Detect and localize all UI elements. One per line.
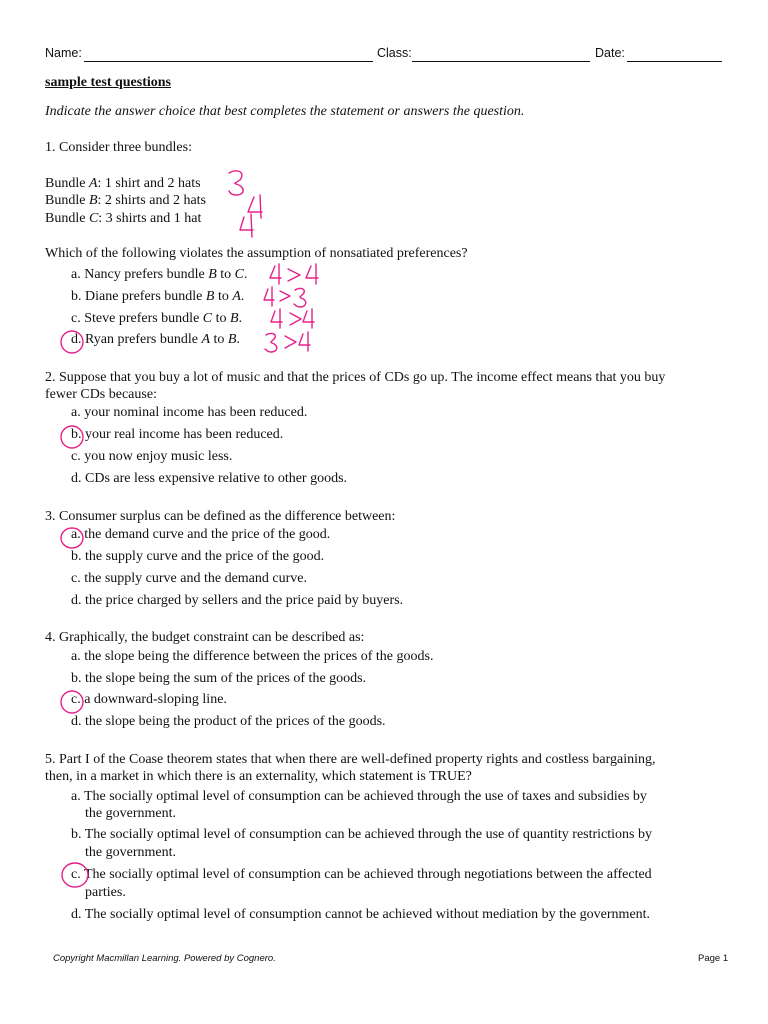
q2-option-b[interactable]: b. your real income has been reduced. — [71, 427, 284, 442]
q2-stem-line1: 2. Suppose that you buy a lot of music and that the prices of CDs go up. The income effect means that you buy — [45, 370, 666, 385]
q4-option-a[interactable]: a. the slope being the difference between the prices of the goods. — [71, 649, 434, 664]
ink-bundle-a-score — [229, 171, 243, 195]
q3-option-b[interactable]: b. the supply curve and the price of the good. — [71, 549, 325, 564]
ink-q1c-note — [271, 309, 314, 328]
q5-option-a[interactable]: a. The socially optimal level of consumption can be achieved through the use of taxes and subsidies by — [71, 789, 647, 804]
q2-option-a[interactable]: a. your nominal income has been reduced. — [71, 405, 308, 420]
q2-option-d[interactable]: d. CDs are less expensive relative to other goods. — [71, 471, 348, 486]
q5-option-c-cont: parties. — [85, 885, 126, 900]
q1-bundle-a: Bundle A: 1 shirt and 2 hats — [45, 176, 201, 191]
q5-option-b-cont: the government. — [85, 845, 176, 860]
ink-bundle-c-score — [240, 214, 253, 237]
q1-bundle-b: Bundle B: 2 shirts and 2 hats — [45, 193, 207, 208]
q1-stem: 1. Consider three bundles: — [45, 140, 192, 155]
ink-q1b-note — [264, 287, 306, 307]
q1-option-a[interactable]: a. Nancy prefers bundle B to C. — [71, 267, 248, 282]
q5-stem-line1: 5. Part I of the Coase theorem states that when there are well-defined property rights and costless bargaining, — [45, 752, 656, 767]
page-number: Page 1 — [698, 953, 729, 964]
q3-stem: 3. Consumer surplus can be defined as the difference between: — [45, 509, 396, 524]
q5-option-b[interactable]: b. The socially optimal level of consumption can be achieved through the use of quantity restrictions by — [71, 827, 652, 842]
name-label: Name: — [45, 46, 82, 60]
q1-option-d[interactable]: d. Ryan prefers bundle A to B. — [71, 332, 240, 347]
q5-option-a-cont: the government. — [85, 806, 176, 821]
q4-stem: 4. Graphically, the budget constraint can be described as: — [45, 630, 365, 645]
q4-option-c[interactable]: c. a downward-sloping line. — [71, 692, 227, 707]
ink-bundle-b-score — [248, 195, 262, 218]
q1-option-c[interactable]: c. Steve prefers bundle C to B. — [71, 311, 243, 326]
class-label: Class: — [377, 46, 412, 60]
q2-option-c[interactable]: c. you now enjoy music less. — [71, 449, 233, 464]
q5-stem-line2: then, in a market in which there is an externality, which statement is TRUE? — [45, 769, 472, 784]
q3-option-d[interactable]: d. the price charged by sellers and the price paid by buyers. — [71, 593, 404, 608]
date-label: Date: — [595, 46, 625, 60]
instructions: Indicate the answer choice that best completes the statement or answers the question. — [45, 104, 525, 119]
class-field-line[interactable] — [412, 61, 590, 62]
q1-option-b[interactable]: b. Diane prefers bundle B to A. — [71, 289, 245, 304]
q3-option-c[interactable]: c. the supply curve and the demand curve. — [71, 571, 307, 586]
ink-q1a-note — [270, 264, 318, 284]
ink-q1d-note — [265, 332, 310, 352]
q5-option-d[interactable]: d. The socially optimal level of consumption cannot be achieved without mediation by the government. — [71, 907, 651, 922]
date-field-line[interactable] — [627, 61, 722, 62]
footer-copyright: Copyright Macmillan Learning. Powered by Cognero. — [53, 953, 276, 964]
q1-question: Which of the following violates the assumption of nonsatiated preferences? — [45, 246, 468, 261]
q4-option-d[interactable]: d. the slope being the product of the prices of the goods. — [71, 714, 386, 729]
q3-option-a[interactable]: a. the demand curve and the price of the good. — [71, 527, 331, 542]
q5-option-c[interactable]: c. The socially optimal level of consumption can be achieved through negotiations between the affected — [71, 867, 652, 882]
q4-option-b[interactable]: b. the slope being the sum of the prices of the goods. — [71, 671, 367, 686]
q2-stem-line2: fewer CDs because: — [45, 387, 157, 402]
page-title: sample test questions — [45, 75, 172, 90]
q1-bundle-c: Bundle C: 3 shirts and 1 hat — [45, 211, 202, 226]
name-field-line[interactable] — [84, 61, 373, 62]
